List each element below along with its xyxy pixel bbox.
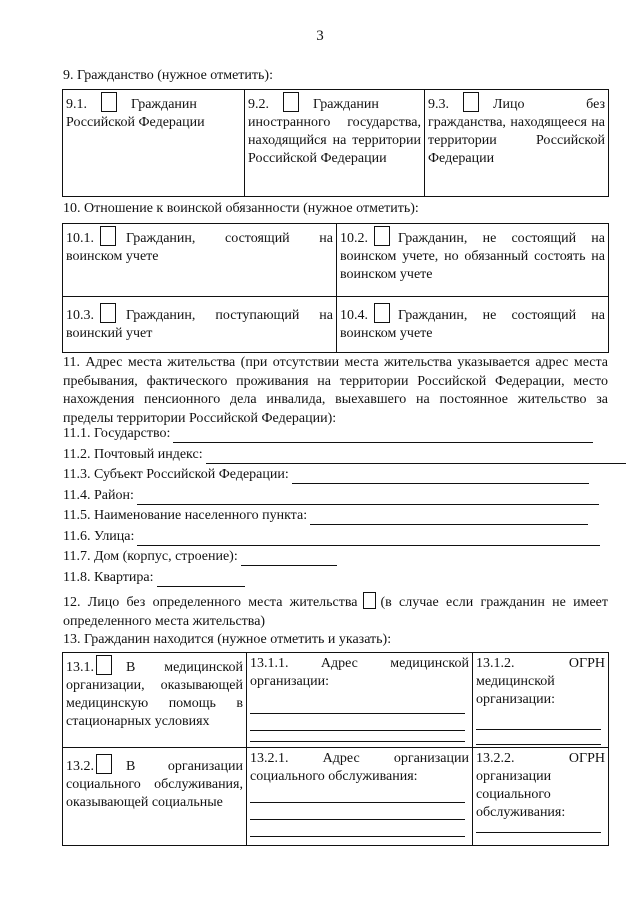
cell-13-1-1 [247,653,473,748]
option-text: иностранного государства, находящийся на территории Российской Федерации [248,115,421,166]
option-10-2[interactable] [337,224,609,297]
section-10-heading: 10. Отношение к воинской обязанности (нужное отметить): [63,201,419,216]
option-number: 13.1. [66,660,94,675]
option-10-4[interactable] [337,297,609,353]
field-label: 11.6. Улица: [63,529,135,544]
field-11-7 [63,548,337,566]
field-label: 11.8. Квартира: [63,570,154,585]
checkbox[interactable] [283,92,299,112]
option-9-1[interactable] [63,90,245,197]
med-org-ogrn-line-1[interactable] [476,709,601,730]
district-input[interactable] [137,490,599,505]
option-text: организации, оказывающей медицинскую помощь в стационарных условиях [66,678,243,729]
cell-text: медицинской организации: [476,674,556,707]
option-9-3[interactable] [425,90,609,197]
option-text: Гражданин [131,97,197,112]
checkbox[interactable] [374,226,390,246]
option-13-1[interactable] [63,653,247,748]
option-text: воинский учет [66,326,153,341]
checkbox[interactable] [96,754,112,774]
region-input[interactable] [292,469,589,484]
field-11-8 [63,569,245,587]
cell-text: 13.1.2. ОГРН [476,656,605,671]
med-org-address-line-2[interactable] [250,714,465,731]
med-org-address-line-3[interactable] [250,731,465,742]
field-label: 11.4. Район: [63,488,134,503]
option-text: воинском учете, но обязанный состоять на воинском учете [340,249,605,282]
option-number: 10.3. [66,308,94,323]
option-13-2[interactable] [63,748,247,846]
option-text: Гражданин [313,97,379,112]
street-input[interactable] [137,531,600,546]
option-text: гражданства, находящееся на территории Российской Федерации [428,115,605,166]
option-text: воинском учете [66,249,159,264]
section-12-text: определенного места жительства) [63,614,266,629]
option-number: 10.1. [66,231,94,246]
med-org-address-line-1[interactable] [250,697,465,714]
option-text: В организации [126,759,243,774]
field-11-4 [63,487,599,505]
checkbox[interactable] [100,226,116,246]
location-table [62,652,609,846]
option-number: 9.3. [428,97,449,112]
option-text: Гражданин, состоящий на [126,231,333,246]
field-11-2 [63,446,626,464]
soc-org-address-line-2[interactable] [250,803,465,820]
checkbox[interactable] [96,655,112,675]
checkbox[interactable] [463,92,479,112]
field-label: 11.3. Субъект Российской Федерации: [63,467,289,482]
cell-text: 13.2.2. ОГРН [476,751,605,766]
option-text: социального обслуживания, оказывающей социальные [66,777,243,810]
option-text: Лицо без [493,97,605,112]
option-text: воинском учете [340,326,433,341]
field-label: 11.2. Почтовый индекс: [63,447,203,462]
option-text: Гражданин, поступающий на [126,308,333,323]
military-table [62,223,609,353]
field-label: 11.7. Дом (корпус, строение): [63,549,238,564]
checkbox[interactable] [363,592,376,609]
cell-text: 13.1.1. Адрес медицинской [250,656,469,671]
checkbox[interactable] [101,92,117,112]
section-13-heading: 13. Гражданин находится (нужное отметить и указать): [63,632,392,647]
field-11-3 [63,466,589,484]
option-number: 13.2. [66,759,94,774]
option-number: 10.4. [340,308,368,323]
option-text: Российской Федерации [66,115,205,130]
field-11-6 [63,528,600,546]
med-org-ogrn-line-2[interactable] [476,730,601,745]
field-11-5 [63,507,588,525]
page-number: 3 [316,28,324,44]
section-11-heading: 11. Адрес места жительства (при отсутствии места жительства указывается адрес места пребывания, фактического проживания на территории Российской Федерации, место нахождения пенсионного дела инвалида, выехавшего на постоянное жительство за пределы территории Российской Федерации): [63,355,608,426]
cell-13-1-2 [473,653,609,748]
cell-text: социального обслуживания: [250,769,418,784]
postal-code-input[interactable] [206,449,626,464]
house-input[interactable] [241,551,337,566]
field-label: 11.1. Государство: [63,426,171,441]
cell-text: 13.2.1. Адрес организации [250,751,469,766]
soc-org-address-line-1[interactable] [250,786,465,803]
citizenship-table [62,89,609,197]
option-text: Гражданин, не состоящий на [398,308,605,323]
cell-13-2-2 [473,748,609,846]
section-12-text: (в случае если гражданин не имеет [380,595,608,610]
option-text: В медицинской [126,660,243,675]
option-number: 9.2. [248,97,269,112]
checkbox[interactable] [374,303,390,323]
option-number: 10.2. [340,231,368,246]
section-9-heading: 9. Гражданство (нужное отметить): [63,68,273,83]
field-label: 11.5. Наименование населенного пункта: [63,508,308,523]
option-10-3[interactable] [63,297,337,353]
soc-org-ogrn-line[interactable] [476,822,601,833]
option-text: Гражданин, не состоящий на [398,231,605,246]
soc-org-address-line-3[interactable] [250,820,465,837]
option-9-2[interactable] [245,90,425,197]
cell-text: организации социального обслуживания: [476,769,566,820]
cell-text: организации: [250,674,330,689]
section-12-text: 12. Лицо без определенного места жительства [63,595,358,610]
apartment-input[interactable] [157,572,245,587]
option-number: 9.1. [66,97,87,112]
state-input[interactable] [173,428,593,443]
locality-input[interactable] [310,510,588,525]
section-12 [63,592,608,631]
option-10-1[interactable] [63,224,337,297]
cell-13-2-1 [247,748,473,846]
checkbox[interactable] [100,303,116,323]
field-11-1 [63,425,593,443]
